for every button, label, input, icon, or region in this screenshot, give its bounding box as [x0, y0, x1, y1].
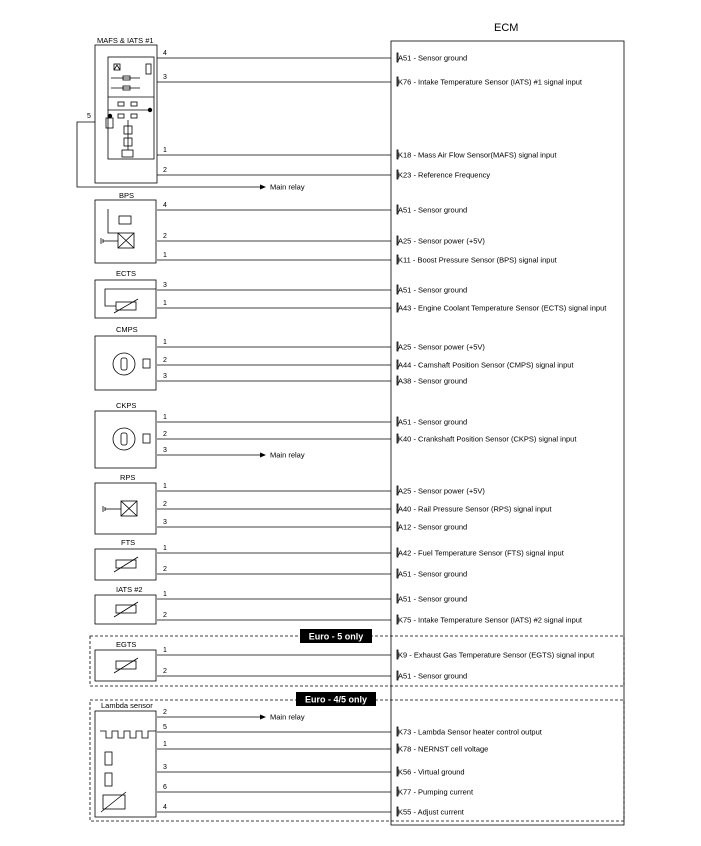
terminal-id: A25: [398, 236, 412, 246]
terminal-id: A51: [398, 285, 412, 295]
terminal-description: - Sensor ground: [411, 569, 468, 579]
terminal-id: A25: [398, 486, 412, 496]
signal-pin-number: 1: [163, 591, 167, 598]
signal-pin-number: 5: [163, 724, 167, 731]
relay-arrow: [260, 185, 266, 190]
relay-row: [157, 709, 305, 722]
signal-wires: [157, 50, 607, 817]
signal-row: [157, 591, 467, 604]
euro5-badge-text: Euro - 5 only: [308, 631, 364, 642]
terminal-label: [398, 78, 583, 87]
terminal-label: [398, 54, 467, 63]
egts-label: EGTS: [116, 640, 137, 649]
terminal-description: - Crankshaft Position Sensor (CKPS) signal input: [411, 434, 577, 444]
terminal-label: [398, 549, 565, 558]
terminal-label: [398, 505, 552, 514]
terminal-description: - Pumping current: [411, 787, 474, 797]
signal-row: [157, 668, 467, 681]
terminal-id: A44: [398, 360, 412, 370]
terminal-id: A51: [398, 53, 412, 63]
ects-label: ECTS: [116, 269, 137, 278]
signal-pin-number: 1: [163, 647, 167, 654]
mafs-box: [95, 45, 157, 183]
terminal-description: - Lambda Sensor heater control output: [411, 727, 542, 737]
signal-row: [157, 202, 467, 215]
terminal-description: - Sensor power (+5V): [411, 236, 485, 246]
bps-label: BPS: [119, 191, 135, 200]
terminal-description: - Adjust current: [411, 807, 464, 817]
signal-row: [157, 612, 583, 625]
terminal-description: - Sensor ground: [411, 671, 468, 681]
signal-pin-number: 2: [163, 167, 167, 174]
terminal-description: - Sensor power (+5V): [411, 486, 485, 496]
terminal-label: [398, 171, 490, 180]
terminal-label: [398, 377, 467, 386]
signal-row: [157, 784, 474, 797]
terminal-id: A25: [398, 342, 412, 352]
terminal-id: K55: [398, 807, 412, 817]
terminal-id: A38: [398, 376, 412, 386]
terminal-label: [398, 672, 467, 681]
terminal-description: - Mass Air Flow Sensor(MAFS) signal input: [411, 150, 557, 160]
relay-row: [157, 447, 305, 460]
terminal-label: [398, 745, 488, 754]
signal-pin-number: 2: [163, 668, 167, 675]
signal-row: [157, 764, 465, 777]
terminal-description: - Fuel Temperature Sensor (FTS) signal input: [411, 548, 564, 558]
terminal-id: A51: [398, 594, 412, 604]
signal-row: [157, 373, 467, 386]
terminal-label: [398, 206, 467, 215]
main-relay-label: Main relay: [270, 450, 305, 460]
signal-row: [157, 724, 543, 737]
mafs-internal-circuit: [106, 57, 154, 159]
relay-arrow: [260, 453, 266, 458]
signal-pin-number: 2: [163, 612, 167, 619]
terminal-id: K40: [398, 434, 412, 444]
signal-row: [157, 167, 490, 180]
signal-row: [157, 431, 577, 444]
signal-row: [157, 804, 465, 817]
signal-pin-number: 4: [163, 804, 167, 811]
signal-pin-number: 4: [163, 50, 167, 57]
signal-row: [157, 50, 467, 63]
terminal-id: K76: [398, 77, 412, 87]
terminal-description: - Intake Temperature Sensor (IATS) #1 signal input: [411, 77, 582, 87]
signal-row: [157, 252, 558, 265]
signal-pin-number: 3: [163, 373, 167, 380]
euro5-region: [90, 636, 624, 686]
signal-row: [157, 483, 485, 496]
terminal-id: A51: [398, 569, 412, 579]
signal-pin-number: 2: [163, 431, 167, 438]
signal-pin-number: 1: [163, 252, 167, 259]
terminal-description: - Sensor ground: [411, 205, 468, 215]
terminal-id: A12: [398, 522, 412, 532]
terminal-label: [398, 361, 574, 370]
terminal-description: - Sensor ground: [411, 376, 468, 386]
terminal-label: [398, 651, 595, 660]
euro45-badge-text: Euro - 4/5 only: [304, 694, 368, 705]
signal-pin-number: 6: [163, 784, 167, 791]
terminal-label: [398, 788, 474, 797]
terminal-label: [398, 570, 467, 579]
signal-row: [157, 282, 467, 295]
signal-row: [157, 414, 467, 427]
signal-pin-number: 2: [163, 566, 167, 573]
signal-pin-number: 3: [163, 519, 167, 526]
rps-label: RPS: [120, 473, 136, 482]
mafs-pin-5: 5: [87, 113, 91, 120]
signal-row: [157, 339, 485, 352]
mafs-relay-wire: [77, 122, 260, 187]
signal-pin-number: 3: [163, 282, 167, 289]
terminal-id: K78: [398, 744, 412, 754]
cmps-label: CMPS: [116, 325, 138, 334]
terminal-description: - Rail Pressure Sensor (RPS) signal input: [411, 504, 552, 514]
terminal-description: - Boost Pressure Sensor (BPS) signal input: [410, 255, 557, 265]
relay-pin-number: 3: [163, 447, 167, 454]
fts-thermistor-symbol: [114, 557, 138, 572]
cmps-hall-symbol: [113, 353, 150, 375]
terminal-label: [398, 808, 465, 817]
signal-row: [157, 74, 583, 87]
ecm-title: ECM: [494, 22, 519, 34]
rps-sensor-symbol: [103, 501, 137, 516]
terminal-id: K9: [398, 650, 408, 660]
lambda-box: [95, 711, 156, 817]
terminal-id: A51: [398, 205, 412, 215]
signal-pin-number: 1: [163, 300, 167, 307]
relay-pin-number: 2: [163, 709, 167, 716]
signal-row: [157, 357, 574, 370]
terminal-description: - Engine Coolant Temperature Sensor (ECTS) signal input: [411, 303, 607, 313]
terminal-id: A51: [398, 417, 412, 427]
signal-row: [157, 300, 607, 313]
terminal-description: - Exhaust Gas Temperature Sensor (EGTS) signal input: [407, 650, 595, 660]
signal-pin-number: 4: [163, 202, 167, 209]
terminal-id: A51: [398, 671, 412, 681]
ects-box: [95, 280, 156, 318]
terminal-description: - Sensor ground: [411, 594, 468, 604]
rps-box: [95, 483, 156, 534]
terminal-id: A43: [398, 303, 412, 313]
main-relay-label: Main relay: [270, 712, 305, 722]
terminal-description: - Sensor power (+5V): [411, 342, 485, 352]
ects-thermistor-symbol: [105, 289, 156, 313]
relay-arrow: [260, 715, 266, 720]
terminal-id: K18: [398, 150, 412, 160]
ckps-box: [95, 411, 156, 468]
terminal-description: - Reference Frequency: [411, 170, 491, 180]
signal-row: [157, 233, 485, 246]
signal-pin-number: 3: [163, 764, 167, 771]
signal-pin-number: 2: [163, 357, 167, 364]
signal-pin-number: 1: [163, 545, 167, 552]
signal-row: [157, 741, 488, 754]
terminal-description: - Sensor ground: [411, 285, 468, 295]
terminal-label: [398, 728, 543, 737]
lambda-label: Lambda sensor: [101, 701, 153, 710]
terminal-label: [398, 435, 577, 444]
signal-row: [157, 647, 595, 660]
terminal-label: [398, 768, 465, 777]
bps-box: [95, 200, 156, 263]
ckps-inductive-symbol: [113, 428, 150, 450]
egts-thermistor-symbol: [114, 658, 138, 673]
relay-row: [260, 183, 305, 192]
ckps-label: CKPS: [116, 401, 137, 410]
terminal-id: A42: [398, 548, 412, 558]
terminal-id: A40: [398, 504, 412, 514]
terminal-label: [398, 418, 467, 427]
terminal-label: [398, 595, 467, 604]
iats2-label: IATS #2: [116, 585, 143, 594]
terminal-id: K11: [398, 255, 411, 265]
signal-row: [157, 545, 565, 558]
terminal-id: K75: [398, 615, 412, 625]
terminal-id: K77: [398, 787, 412, 797]
main-relay-label: Main relay: [270, 182, 305, 192]
terminal-description: - Sensor ground: [411, 522, 468, 532]
mafs-label: MAFS & IATS #1: [97, 36, 154, 45]
terminal-label: [398, 523, 467, 532]
relay-wires: [157, 183, 305, 722]
signal-row: [157, 566, 467, 579]
signal-row: [157, 519, 467, 532]
signal-pin-number: 1: [163, 741, 167, 748]
terminal-label: [398, 286, 467, 295]
signal-pin-number: 3: [163, 74, 167, 81]
cmps-box: [95, 336, 156, 390]
signal-pin-number: 1: [163, 147, 167, 154]
signal-pin-number: 1: [163, 483, 167, 490]
iats2-thermistor-symbol: [114, 602, 138, 617]
terminal-label: [398, 487, 485, 496]
fts-label: FTS: [121, 538, 136, 547]
terminal-label: [398, 616, 583, 625]
terminal-id: K73: [398, 727, 412, 737]
terminal-label: [398, 237, 485, 246]
terminal-description: - Intake Temperature Sensor (IATS) #2 signal input: [411, 615, 582, 625]
terminal-description: - Sensor ground: [411, 53, 468, 63]
signal-pin-number: 1: [163, 339, 167, 346]
terminal-label: [398, 343, 485, 352]
terminal-id: K56: [398, 767, 412, 777]
terminal-label: [398, 256, 558, 265]
terminal-label: [398, 304, 607, 313]
signal-row: [157, 501, 552, 514]
signal-pin-number: 2: [163, 233, 167, 240]
terminal-id: K23: [398, 170, 412, 180]
euro45-region: [90, 700, 624, 821]
terminal-description: - Virtual ground: [411, 767, 465, 777]
lambda-internal-symbol: [100, 731, 156, 812]
signal-row: [157, 147, 557, 160]
terminal-label: [398, 151, 557, 160]
bps-sensor-symbol: [101, 209, 134, 248]
terminal-description: - Camshaft Position Sensor (CMPS) signal input: [411, 360, 574, 370]
signal-pin-number: 2: [163, 501, 167, 508]
terminal-description: - NERNST cell voltage: [411, 744, 489, 754]
terminal-description: - Sensor ground: [411, 417, 468, 427]
signal-pin-number: 1: [163, 414, 167, 421]
